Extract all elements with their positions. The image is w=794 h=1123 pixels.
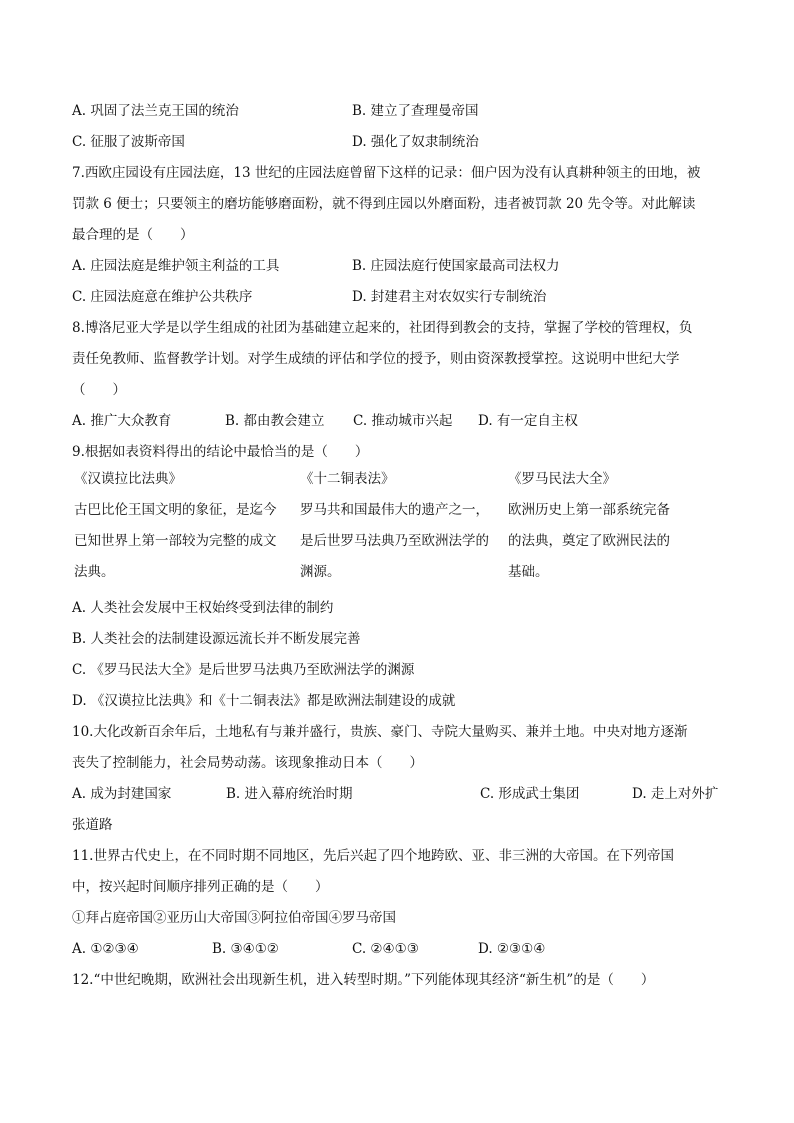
q6-option-c[interactable]: C. 征服了波斯帝国 [72,134,185,150]
q6-option-b[interactable]: B. 建立了查理曼帝国 [352,103,479,119]
q9-option-a[interactable]: A. 人类社会发展中王权始终受到法律的制约 [72,600,334,616]
q11-stem-line: 中，按兴起时间顺序排列正确的是（ ） [72,879,329,895]
q11-option-d[interactable]: D. ②③①④ [478,941,546,957]
question-8-options-row [72,406,722,437]
q9-stem: 9.根据如表资料得出的结论中最恰当的是（ ） [72,444,369,460]
q9-table-text: 欧洲历史上第一部系统完备 [508,502,670,518]
q8-option-b[interactable]: B. 都由教会建立 [225,413,325,429]
q9-table-text: 基础。 [508,564,549,580]
q7-stem-line: 7.西欧庄园设有庄园法庭，13 世纪的庄园法庭曾留下这样的记录：佃户因为没有认真耕种领主的田地，被 [72,165,701,181]
q9-table-text: 法典。 [74,564,115,580]
q10-stem-line: 10.大化改新百余年后，土地私有与兼并盛行，贵族、豪门、寺院大量购买、兼并土地。中央对地方逐渐 [72,724,688,740]
q9-table-text: 的法典，奠定了欧洲民法的 [508,533,670,549]
q8-stem-line: 责任免教师、监督教学计划。对学生成绩的评估和学位的授予，则由资深教授掌控。这说明中世纪大学 [72,351,680,367]
exam-page [72,96,722,996]
q9-option-b[interactable]: B. 人类社会的法制建设源远流长并不断发展完善 [72,631,361,647]
q9-source-table [72,470,722,580]
q9-table-column [74,464,296,588]
q10-option-d[interactable]: D. 走上对外扩 [632,786,719,802]
question-7-options-row2 [72,282,722,313]
q7-stem-line: 最合理的是（ ） [72,227,194,243]
q10-option-c[interactable]: C. 形成武士集团 [480,786,580,802]
q8-option-c[interactable]: C. 推动城市兴起 [353,413,453,429]
q9-table-header: 《汉谟拉比法典》 [74,471,182,487]
question-6-options-row1 [72,96,722,127]
q10-stem-line: 丧失了控制能力，社会局势动荡。该现象推动日本（ ） [72,755,423,771]
q9-table-text: 渊源。 [300,564,341,580]
q9-table-text: 是后世罗马法典乃至欧洲法学的 [300,533,489,549]
q11-option-c[interactable]: C. ②④①③ [352,941,419,957]
q9-table-text: 古巴比伦王国文明的象征，是迄今 [74,502,277,518]
q10-option-b[interactable]: B. 进入幕府统治时期 [226,786,353,802]
q9-table-header: 《罗马民法大全》 [508,471,616,487]
q10-option-a[interactable]: A. 成为封建国家 [72,786,172,802]
q8-option-a[interactable]: A. 推广大众教育 [72,413,172,429]
question-11-options-row [72,934,722,965]
q9-table-text: 已知世界上第一部较为完整的成文 [74,533,277,549]
q11-stem-line: 11.世界古代史上，在不同时期不同地区，先后兴起了四个地跨欧、亚、非三洲的大帝国。在下列帝国 [72,848,674,864]
q7-stem-line: 罚款 6 便士；只要领主的磨坊能够磨面粉，就不得到庄园以外磨面粉，违者被罚款 20 先令等。对此解读 [72,196,696,212]
q12-stem: 12.“中世纪晚期，欧洲社会出现新生机，进入转型时期。”下列能体现其经济“新生机”的是（ ） [72,972,655,988]
q9-table-header: 《十二铜表法》 [300,471,395,487]
q8-stem-line: （ ） [72,382,126,398]
question-6-options-row2 [72,127,722,158]
q11-items: ①拜占庭帝国②亚历山大帝国③阿拉伯帝国④罗马帝国 [72,910,396,926]
q7-option-a[interactable]: A. 庄园法庭是维护领主利益的工具 [72,258,280,274]
question-7-options-row1 [72,251,722,282]
q9-table-text: 罗马共和国最伟大的遗产之一， [300,502,489,518]
q7-option-c[interactable]: C. 庄园法庭意在维护公共秩序 [72,289,253,305]
q11-option-a[interactable]: A. ①②③④ [72,941,139,957]
q9-table-column [300,464,522,588]
q7-option-d[interactable]: D. 封建君主对农奴实行专制统治 [352,289,547,305]
question-10-options-row [72,779,722,810]
q10-option-d-wrap: 张道路 [72,817,113,833]
q9-option-c[interactable]: C. 《罗马民法大全》是后世罗马法典乃至欧洲法学的渊源 [72,662,415,678]
q7-option-b[interactable]: B. 庄园法庭行使国家最高司法权力 [352,258,560,274]
q9-option-d[interactable]: D. 《汉谟拉比法典》和《十二铜表法》都是欧洲法制建设的成就 [72,693,456,709]
q8-option-d[interactable]: D. 有一定自主权 [478,413,578,429]
q8-stem-line: 8.博洛尼亚大学是以学生组成的社团为基础建立起来的，社团得到教会的支持，掌握了学校的管理权，负 [72,320,693,336]
q9-table-column [508,464,730,588]
q6-option-d[interactable]: D. 强化了奴隶制统治 [352,134,479,150]
q11-option-b[interactable]: B. ③④①② [212,941,279,957]
q6-option-a[interactable]: A. 巩固了法兰克王国的统治 [72,103,239,119]
